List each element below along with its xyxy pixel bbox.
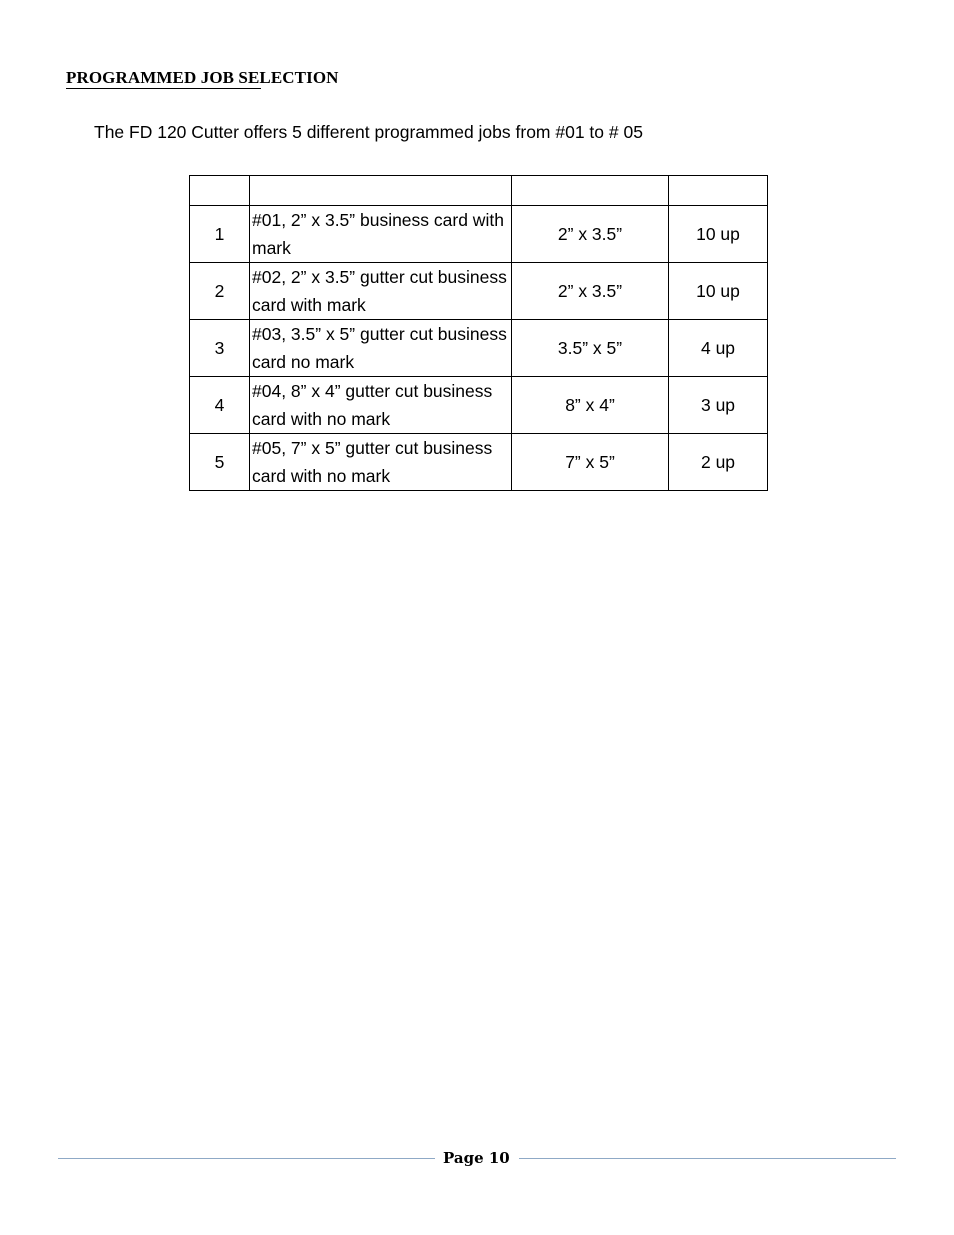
intro-text: The FD 120 Cutter offers 5 different programmed jobs from #01 to # 05: [94, 122, 643, 142]
job-size-cell: 8” x 4”: [512, 377, 669, 434]
table-row: [190, 263, 768, 320]
footer-rule-right: [519, 1158, 896, 1159]
job-description-cell: #05, 7” x 5” gutter cut business card with no mark: [250, 434, 512, 491]
programmed-jobs-table: [189, 175, 768, 491]
table-header-row: [190, 176, 768, 206]
job-size-cell: 7” x 5”: [512, 434, 669, 491]
job-number-cell: 1: [190, 206, 250, 263]
job-size-cell: 3.5” x 5”: [512, 320, 669, 377]
table-row: [190, 206, 768, 263]
header-cell-size: [512, 176, 669, 206]
table-row: [190, 377, 768, 434]
job-up-cell: 10 up: [669, 206, 768, 263]
job-description-cell: #01, 2” x 3.5” business card with mark: [250, 206, 512, 263]
job-number-cell: 5: [190, 434, 250, 491]
job-up-cell: 4 up: [669, 320, 768, 377]
job-description-cell: #04, 8” x 4” gutter cut business card with no mark: [250, 377, 512, 434]
job-description-cell: #02, 2” x 3.5” gutter cut business card with mark: [250, 263, 512, 320]
heading-underline: [66, 88, 261, 89]
footer-rule-left: [58, 1158, 435, 1159]
job-up-cell: 3 up: [669, 377, 768, 434]
job-up-cell: 2 up: [669, 434, 768, 491]
job-number-cell: 2: [190, 263, 250, 320]
table-row: [190, 320, 768, 377]
job-number-cell: 3: [190, 320, 250, 377]
page-number: Page 10: [443, 1149, 510, 1167]
header-cell-number: [190, 176, 250, 206]
section-heading: PROGRAMMED JOB SELECTION: [66, 68, 339, 87]
job-size-cell: 2” x 3.5”: [512, 263, 669, 320]
job-description-cell: #03, 3.5” x 5” gutter cut business card no mark: [250, 320, 512, 377]
table-row: [190, 434, 768, 491]
header-cell-description: [250, 176, 512, 206]
job-number-cell: 4: [190, 377, 250, 434]
job-size-cell: 2” x 3.5”: [512, 206, 669, 263]
header-cell-up: [669, 176, 768, 206]
job-up-cell: 10 up: [669, 263, 768, 320]
